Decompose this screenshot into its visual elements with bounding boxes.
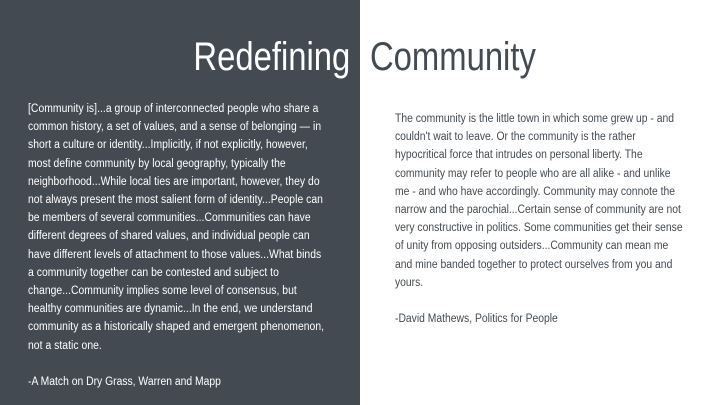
left-quote-attribution: -A Match on Dry Grass, Warren and Mapp — [28, 375, 221, 388]
left-quote-block — [28, 100, 327, 391]
title-word-left: Redefining — [193, 35, 350, 79]
right-quote-block — [395, 110, 683, 328]
title-word-right: Community — [370, 35, 536, 79]
slide-title — [0, 28, 720, 86]
right-quote-attribution: -David Mathews, Politics for People — [395, 313, 558, 326]
left-quote-text: [Community is]...a group of interconnected people who share a common history, a set of values, and a sense of belonging — in short a culture or identity...Implicitly, if not explicitly, however, most define community by local geography, typically the neighborhood...While local ties are important, however, they do not always present the most salient form of identity...People can be members of several communities...Communities can have different degrees of shared values, and individual people can have different levels of attachment to those values...What binds a community together can be contested and subject to change...Community implies some level of consensus, but healthy communities are dynamic...In the end, we understand community as a historically shaped and emergent phenomenon, not a static one. — [28, 103, 325, 352]
right-quote-text: The community is the little town in which some grew up - and couldn't wait to leave. Or the community is the rather hypocritical force that intrudes on personal liberty. The community may refer to people who are all alike - and unlike me - and who have accordingly. Community may connote the narrow and the parochial...Certain sense of community are not very constructive in politics. Some communities get their sense of unity from opposing outsiders...Community can mean me and mine banded together to protect ourselves from you and yours. — [395, 113, 683, 289]
